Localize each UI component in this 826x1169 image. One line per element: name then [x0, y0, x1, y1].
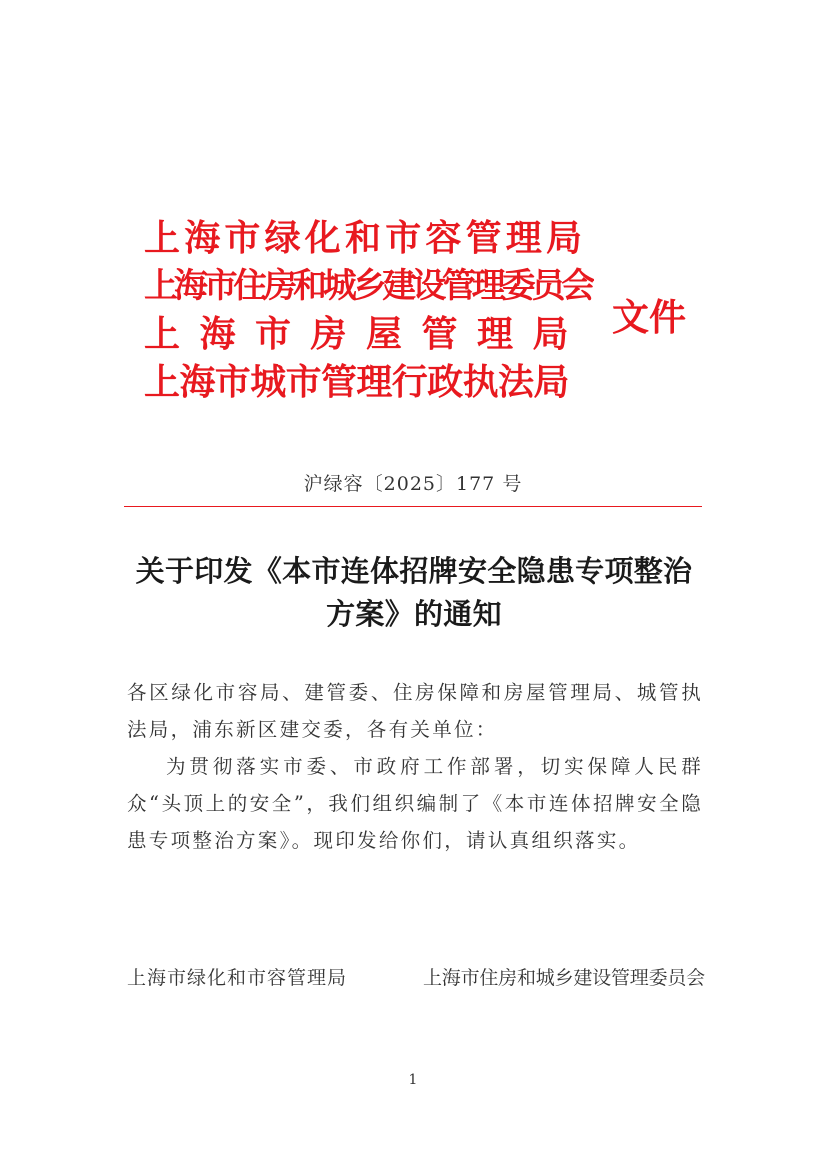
- addressees-paragraph: 各区绿化市容局、建管委、住房保障和房屋管理局、城管执法局，浦东新区建交委，各有关单位：: [127, 681, 703, 741]
- issuer-law-enforcement-bureau: 上海市城市管理行政执法局: [144, 361, 569, 403]
- page-number: 1: [408, 1072, 418, 1088]
- document-body: [127, 674, 703, 859]
- issuer-housing-bureau: 上海市房屋管理局: [144, 313, 589, 355]
- red-divider-line: [124, 506, 702, 507]
- issuing-authorities: [144, 214, 594, 406]
- main-paragraph: 为贯彻落实市委、市政府工作部署，切实保障人民群众“头顶上的安全”，我们组织编制了《本市连体招牌安全隐患专项整治方案》。现印发给你们，请认真组织落实。: [127, 755, 703, 852]
- document-title: 关于印发《本市连体招牌安全隐患专项整治方案》的通知: [135, 554, 693, 631]
- signature-housing-construction-commission: 上海市住房和城乡建设管理委员会: [422, 967, 705, 989]
- issuer-housing-construction-commission: 上海市住房和城乡建设管理委员会: [144, 266, 591, 306]
- issuer-landscaping-bureau: 上海市绿化和市容管理局: [144, 217, 587, 259]
- document-suffix: 文件: [612, 295, 686, 339]
- signature-landscaping-bureau: 上海市绿化和市容管理局: [127, 967, 348, 989]
- document-number: 沪绿容〔2025〕177 号: [303, 473, 523, 495]
